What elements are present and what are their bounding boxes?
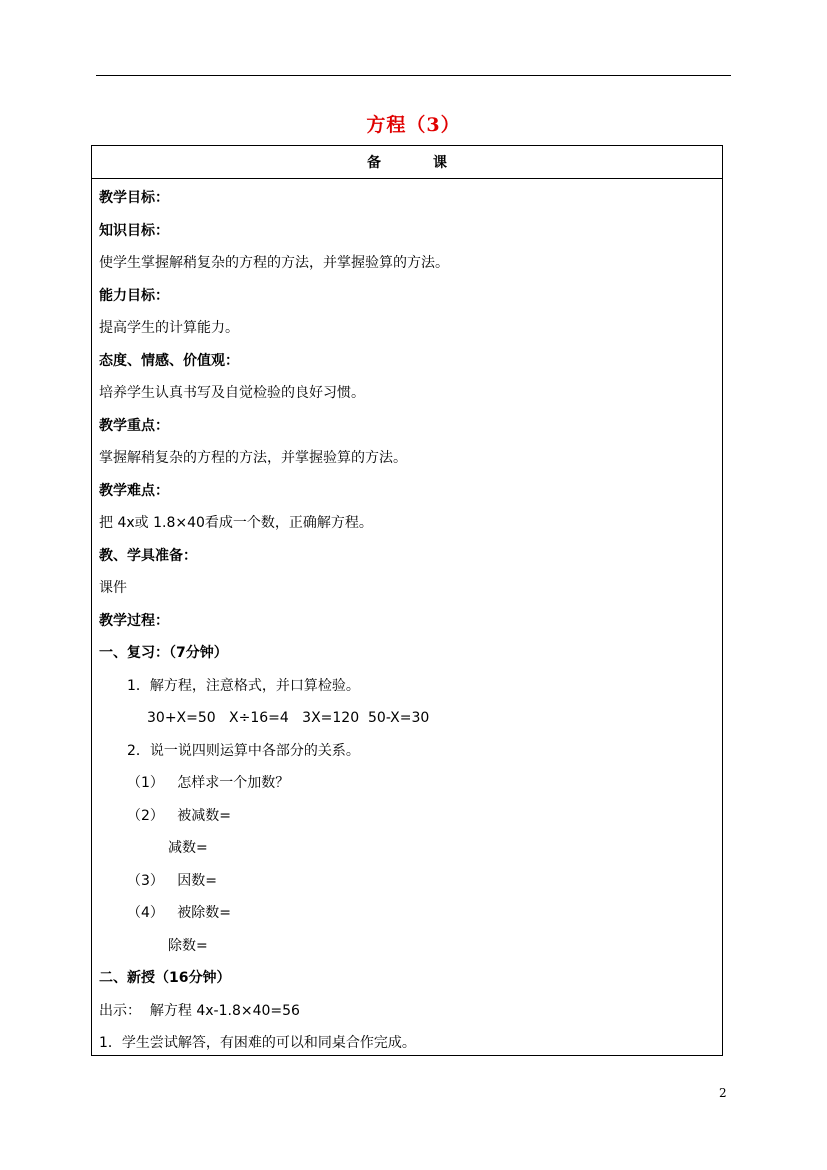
- page-title: 方程（3）: [366, 114, 461, 136]
- content-line: 2．说一说四则运算中各部分的关系。: [127, 742, 360, 759]
- content-line: 1．解方程，注意格式，并口算检验。: [127, 677, 360, 694]
- content-line: 把 4x或 1.8×40看成一个数，正确解方程。: [99, 515, 373, 531]
- section-heading: 教学目标：: [99, 190, 169, 206]
- content-line: 除数=: [168, 937, 208, 954]
- section-heading: 教学难点：: [99, 482, 169, 499]
- section-heading: 态度、情感、价值观：: [99, 352, 239, 369]
- content-line: 30+X=50 X÷16=4 3X=120 50-X=30: [147, 710, 430, 726]
- table-header-char-1: 备: [367, 155, 381, 171]
- section-heading: 教学重点：: [99, 417, 169, 434]
- table-header-char-2: 课: [433, 155, 447, 171]
- section-heading: 能力目标：: [99, 287, 169, 304]
- section-heading: 知识目标：: [99, 222, 169, 239]
- content-line: （3） 因数=: [127, 872, 217, 889]
- content-line: 提高学生的计算能力。: [99, 320, 239, 336]
- content-line: （4） 被除数=: [127, 905, 231, 921]
- section-heading: 教、学具准备：: [99, 547, 197, 564]
- content-line: （1） 怎样求一个加数？: [127, 775, 290, 791]
- content-line: 培养学生认真书写及自觉检验的良好习惯。: [99, 385, 365, 401]
- header-rule: [96, 75, 731, 76]
- section-heading: 二、新授（16分钟）: [99, 970, 231, 986]
- section-heading: 教学过程：: [99, 612, 169, 629]
- content-line: 减数=: [168, 840, 208, 856]
- page-number: 2: [719, 1086, 727, 1100]
- content-line: （2） 被减数=: [127, 807, 231, 824]
- table-header: [92, 146, 722, 179]
- lesson-table: [91, 145, 723, 1056]
- content-line: 使学生掌握解稍复杂的方程的方法，并掌握验算的方法。: [99, 255, 449, 271]
- content-line: 出示： 解方程 4x-1.8×40=56: [99, 1002, 300, 1019]
- content-line: 掌握解稍复杂的方程的方法，并掌握验算的方法。: [99, 450, 407, 466]
- section-heading: 一、复习：（7分钟）: [99, 645, 228, 661]
- content-line: 课件: [99, 580, 127, 596]
- content-line: 1．学生尝试解答，有困难的可以和同桌合作完成。: [99, 1035, 416, 1051]
